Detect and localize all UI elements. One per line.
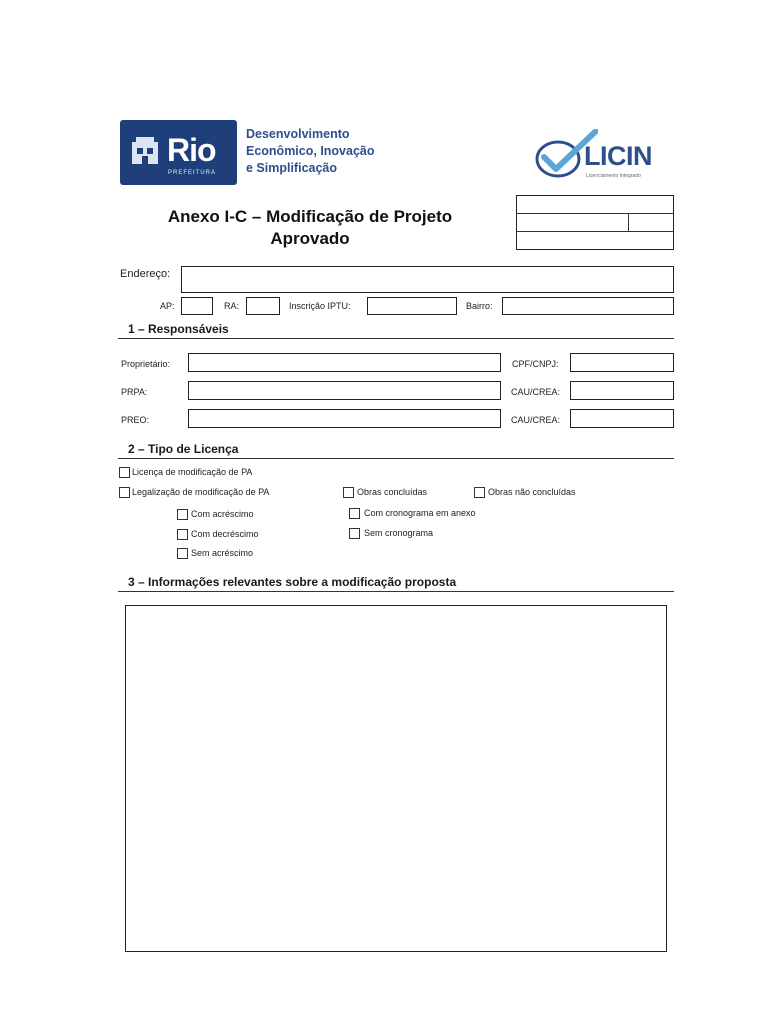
cau-crea-preo-label: CAU/CREA: xyxy=(511,415,561,425)
prpa-field[interactable] xyxy=(188,381,501,400)
checkbox-label: Legalização de modificação de PA xyxy=(132,487,270,497)
rio-logo-sub: PREFEITURA xyxy=(168,170,217,176)
dept-line-2: Econômico, Inovação xyxy=(246,144,375,158)
checkbox-label: Com decréscimo xyxy=(191,529,259,539)
dept-line-3: e Simplificação xyxy=(246,161,338,175)
checkbox-label: Com cronograma em anexo xyxy=(364,508,476,518)
protocol-box-divider xyxy=(628,213,629,231)
checkbox-label: Sem cronograma xyxy=(364,528,434,538)
cau-crea-preo-field[interactable] xyxy=(570,409,674,428)
checkbox-com-acrescimo[interactable] xyxy=(177,509,188,520)
checkbox-obras-nao-concluidas[interactable] xyxy=(474,487,485,498)
ra-label: RA: xyxy=(224,301,240,311)
licin-logo xyxy=(534,125,674,185)
bairro-label: Bairro: xyxy=(466,301,493,311)
iptu-label: Inscrição IPTU: xyxy=(289,301,351,311)
informacoes-textarea[interactable] xyxy=(125,605,667,952)
ra-field[interactable] xyxy=(246,297,280,315)
checkbox-sem-acrescimo[interactable] xyxy=(177,548,188,559)
section-3-rule xyxy=(118,591,674,592)
checkbox-label: Licença de modificação de PA xyxy=(132,467,253,477)
department-name xyxy=(246,126,375,177)
checkbox-obras-concluidas[interactable] xyxy=(343,487,354,498)
protocol-box xyxy=(516,195,674,250)
protocol-box-line-2 xyxy=(516,231,674,232)
checkbox-label: Obras não concluídas xyxy=(488,487,576,497)
section-1-title: 1 – Responsáveis xyxy=(128,322,229,336)
city-emblem-icon xyxy=(128,134,162,168)
ap-label: AP: xyxy=(160,301,175,311)
checkbox-legalizacao-modificacao[interactable] xyxy=(119,487,130,498)
dept-line-1: Desenvolvimento xyxy=(246,127,350,141)
title-line-1: Anexo I-C – Modificação de Projeto xyxy=(167,207,453,226)
checkbox-com-cronograma[interactable] xyxy=(349,508,360,519)
rio-logo-text: Rio xyxy=(167,132,216,168)
cpf-cnpj-label: CPF/CNPJ: xyxy=(512,359,559,369)
checkbox-label: Com acréscimo xyxy=(191,509,254,519)
title-line-2: Aprovado xyxy=(270,229,350,248)
checkbox-sem-cronograma[interactable] xyxy=(349,528,360,539)
cau-crea-prpa-label: CAU/CREA: xyxy=(511,387,561,397)
checkbox-licenca-modificacao[interactable] xyxy=(119,467,130,478)
prpa-label: PRPA: xyxy=(121,387,148,397)
preo-field[interactable] xyxy=(188,409,501,428)
preo-label: PREO: xyxy=(121,415,150,425)
checkbox-label: Obras concluídas xyxy=(357,487,428,497)
section-1-rule xyxy=(118,338,674,339)
section-3-title: 3 – Informações relevantes sobre a modificação proposta xyxy=(128,575,457,589)
section-2-title: 2 – Tipo de Licença xyxy=(128,442,239,456)
licin-logo-sub: Licenciamento Integrado xyxy=(586,173,641,179)
bairro-field[interactable] xyxy=(502,297,674,315)
endereco-label: Endereço: xyxy=(120,268,171,280)
section-2-rule xyxy=(118,458,674,459)
protocol-box-line-1 xyxy=(516,213,674,214)
ap-field[interactable] xyxy=(181,297,213,315)
rio-prefeitura-logo xyxy=(120,120,237,185)
endereco-field[interactable] xyxy=(181,266,674,293)
cau-crea-prpa-field[interactable] xyxy=(570,381,674,400)
page-title xyxy=(120,206,500,250)
iptu-field[interactable] xyxy=(367,297,457,315)
proprietario-label: Proprietário: xyxy=(121,359,171,369)
licin-logo-text: LICIN xyxy=(584,141,652,171)
checkbox-com-decrescimo[interactable] xyxy=(177,529,188,540)
proprietario-field[interactable] xyxy=(188,353,501,372)
cpf-cnpj-field[interactable] xyxy=(570,353,674,372)
checkbox-label: Sem acréscimo xyxy=(191,548,254,558)
